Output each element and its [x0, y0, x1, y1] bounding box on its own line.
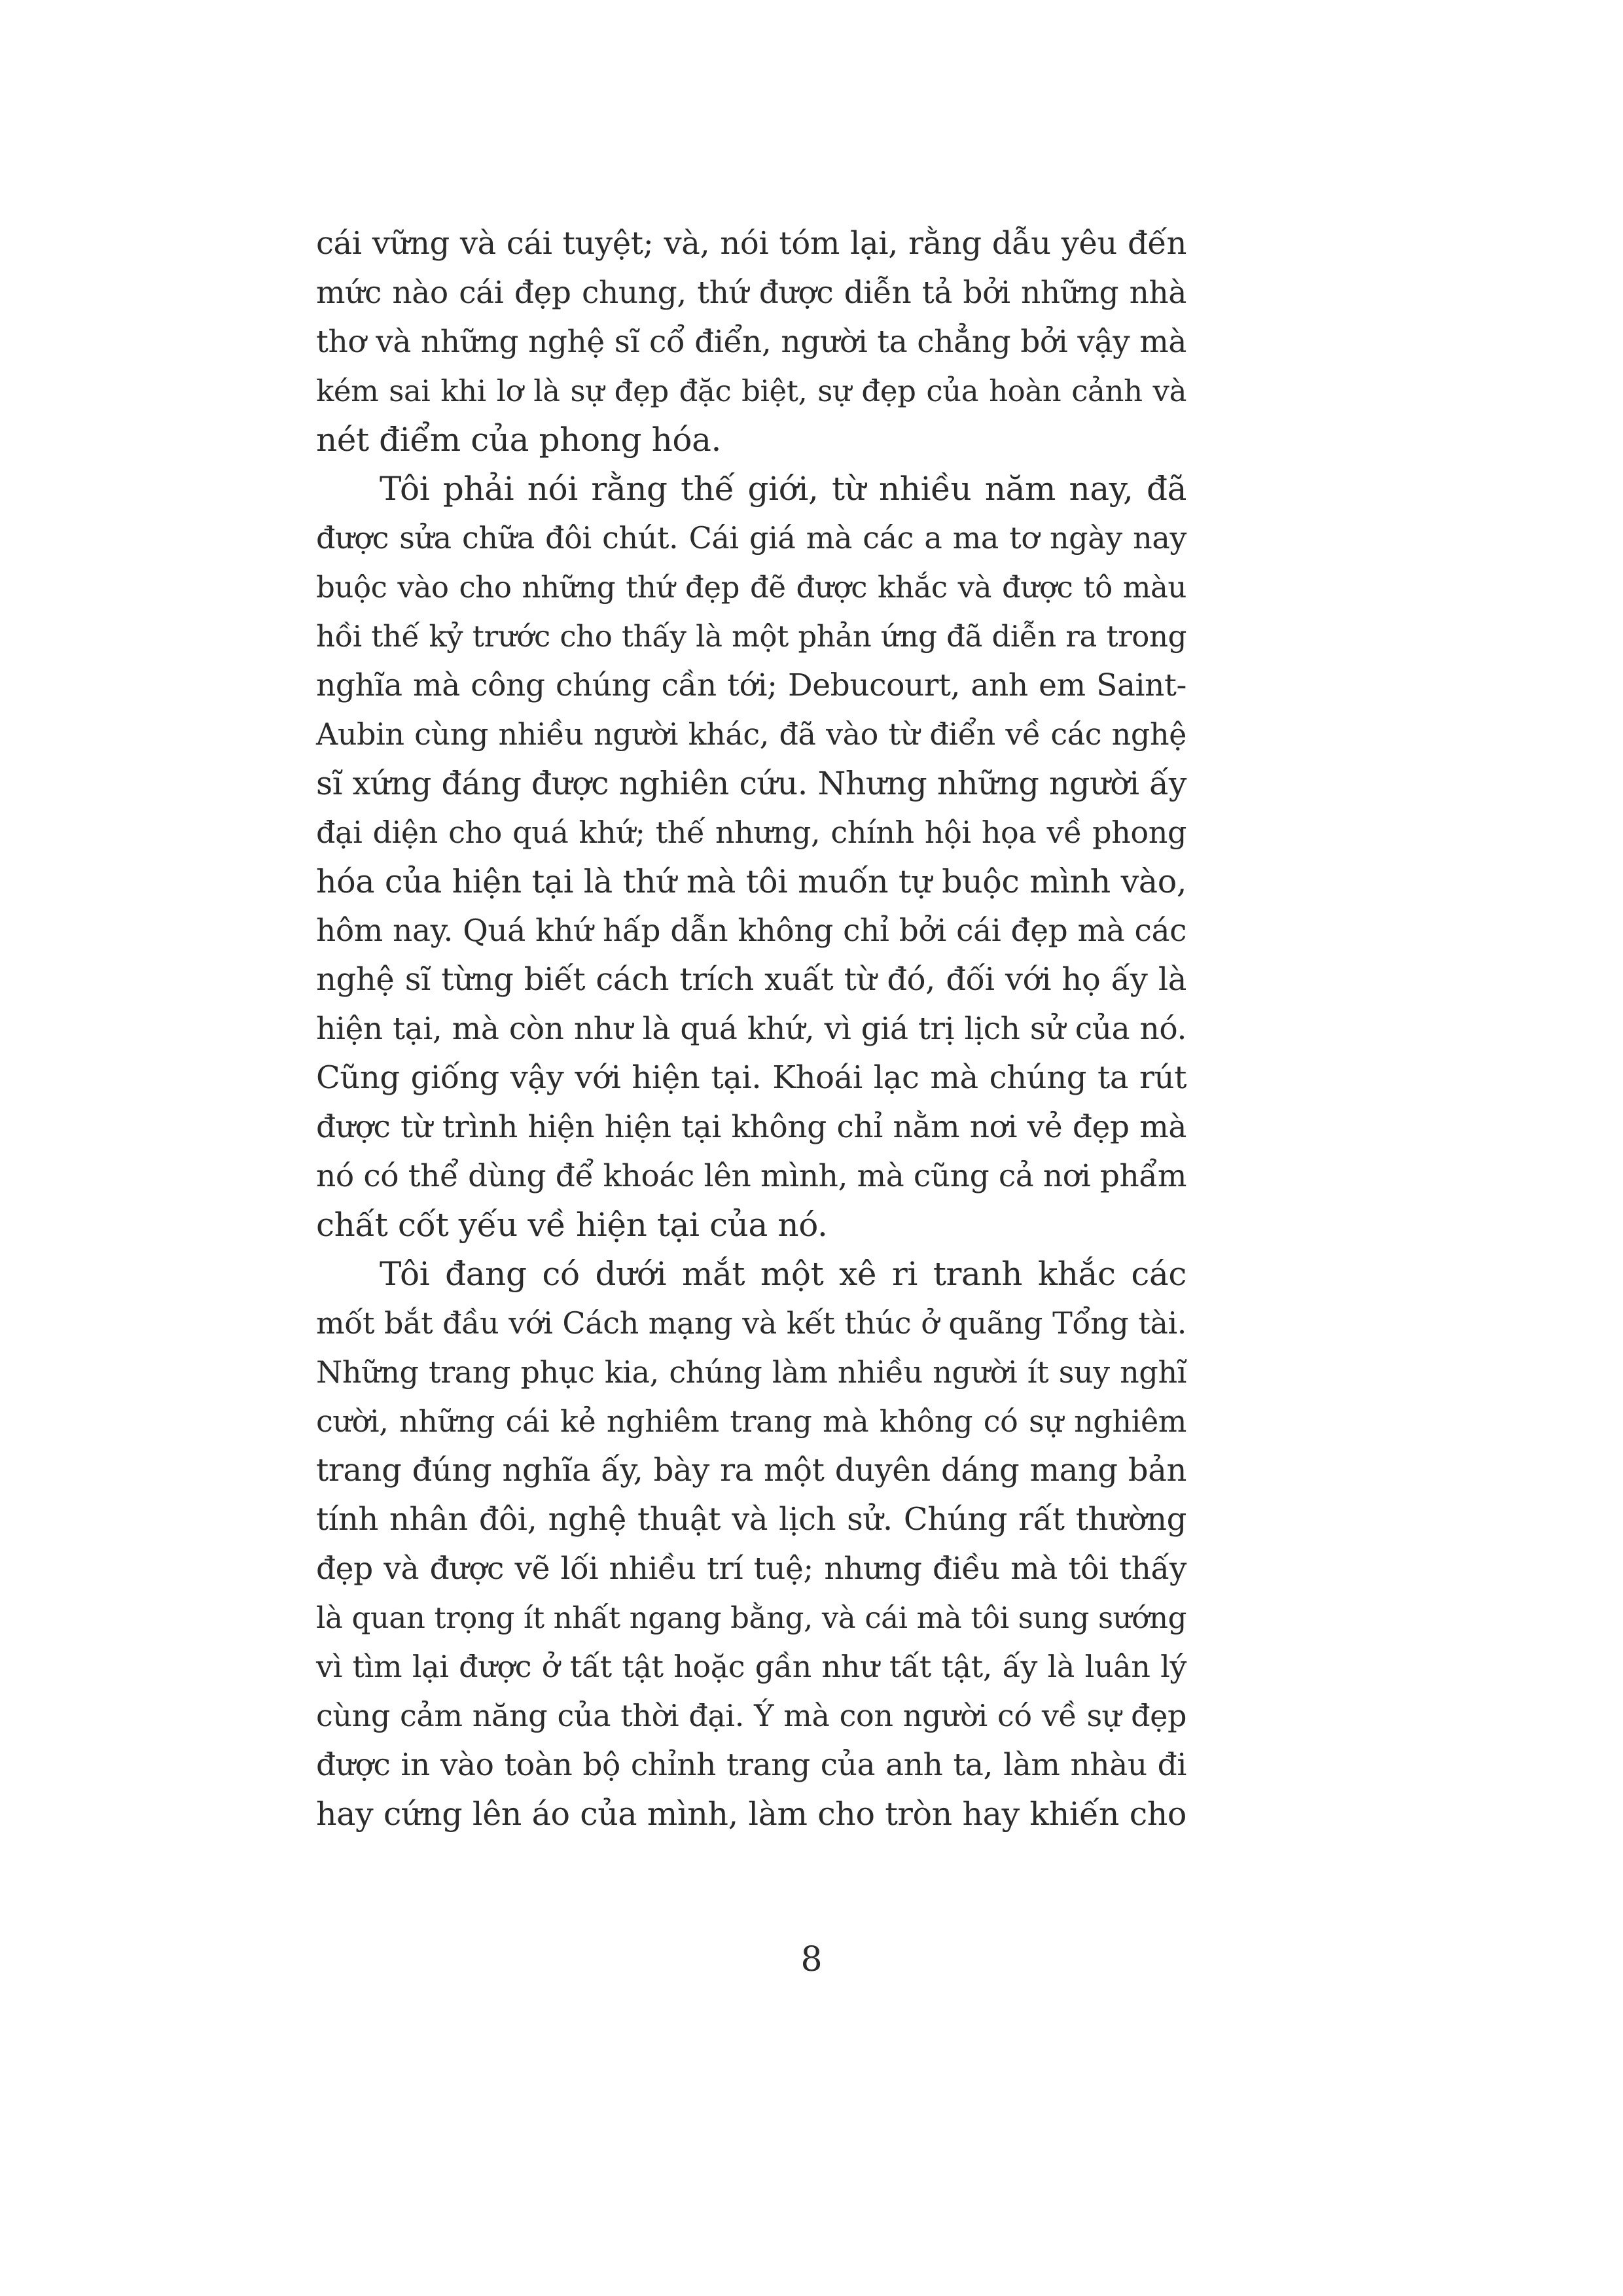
text-line: Những trang phục kia, chúng làm nhiều người ít suy nghĩ: [316, 1354, 1186, 1390]
text-line: thơ và những nghệ sĩ cổ điển, người ta chẳng bởi vậy mà: [316, 324, 1186, 360]
text-line: mức nào cái đẹp chung, thứ được diễn tả bởi những nhà: [316, 275, 1186, 311]
text-line: cùng cảm năng của thời đại. Ý mà con người có về sự đẹp: [316, 1698, 1186, 1733]
text-line: kém sai khi lơ là sự đẹp đặc biệt, sự đẹp của hoàn cảnh và: [316, 374, 1186, 408]
text-line: trang đúng nghĩa ấy, bày ra một duyên dáng mang bản: [316, 1452, 1186, 1489]
text-line: hóa của hiện tại là thứ mà tôi muốn tự buộc mình vào,: [316, 863, 1186, 900]
page-number: 8: [800, 1940, 823, 1979]
text-line: hay cứng lên áo của mình, làm cho tròn hay khiến cho: [316, 1795, 1186, 1833]
text-line: hôm nay. Quá khứ hấp dẫn không chỉ bởi cái đẹp mà các: [316, 913, 1186, 949]
body-text: [316, 219, 1186, 1839]
text-line: Cũng giống vậy với hiện tại. Khoái lạc mà chúng ta rút: [316, 1059, 1186, 1096]
text-line: nét điểm của phong hóa.: [316, 421, 721, 459]
text-line: được từ trình hiện hiện tại không chỉ nằm nơi vẻ đẹp mà: [316, 1109, 1186, 1145]
text-line: Aubin cùng nhiều người khác, đã vào từ điển về các nghệ: [316, 716, 1186, 752]
text-line: là quan trọng ít nhất ngang bằng, và cái mà tôi sung sướng: [316, 1600, 1186, 1635]
text-line: đại diện cho quá khứ; thế nhưng, chính hội họa về phong: [316, 815, 1186, 850]
text-line: tính nhân đôi, nghệ thuật và lịch sử. Chúng rất thường: [316, 1501, 1186, 1538]
text-line: cười, những cái kẻ nghiêm trang mà không có sự nghiêm: [316, 1404, 1186, 1439]
text-line: được in vào toàn bộ chỉnh trang của anh ta, làm nhàu đi: [316, 1747, 1186, 1783]
text-line: vì tìm lại được ở tất tật hoặc gần như tất tật, ấy là luân lý: [316, 1649, 1186, 1684]
text-line: Tôi đang có dưới mắt một xê ri tranh khắc các: [380, 1255, 1186, 1293]
text-line: cái vững và cái tuyệt; và, nói tóm lại, rằng dẫu yêu đến: [316, 225, 1186, 262]
text-line: nó có thể dùng để khoác lên mình, mà cũng cả nơi phẩm: [316, 1158, 1186, 1194]
text-line: mốt bắt đầu với Cách mạng và kết thúc ở quãng Tổng tài.: [316, 1305, 1186, 1341]
text-line: hiện tại, mà còn như là quá khứ, vì giá trị lịch sử của nó.: [316, 1011, 1186, 1047]
text-line: Tôi phải nói rằng thế giới, từ nhiều năm nay, đã: [380, 470, 1186, 508]
text-line: được sửa chữa đôi chút. Cái giá mà các a ma tơ ngày nay: [316, 520, 1186, 556]
text-line: chất cốt yếu về hiện tại của nó.: [316, 1206, 828, 1244]
text-line: nghệ sĩ từng biết cách trích xuất từ đó, đối với họ ấy là: [316, 961, 1186, 998]
text-line: đẹp và được vẽ lối nhiều trí tuệ; nhưng điều mà tôi thấy: [316, 1551, 1186, 1587]
text-line: buộc vào cho những thứ đẹp đẽ được khắc và được tô màu: [316, 570, 1186, 605]
text-line: sĩ xứng đáng được nghiên cứu. Nhưng những người ấy: [316, 765, 1186, 802]
text-line: nghĩa mà công chúng cần tới; Debucourt, anh em Saint-: [316, 667, 1186, 703]
text-line: hồi thế kỷ trước cho thấy là một phản ứng đã diễn ra trong: [316, 619, 1186, 654]
